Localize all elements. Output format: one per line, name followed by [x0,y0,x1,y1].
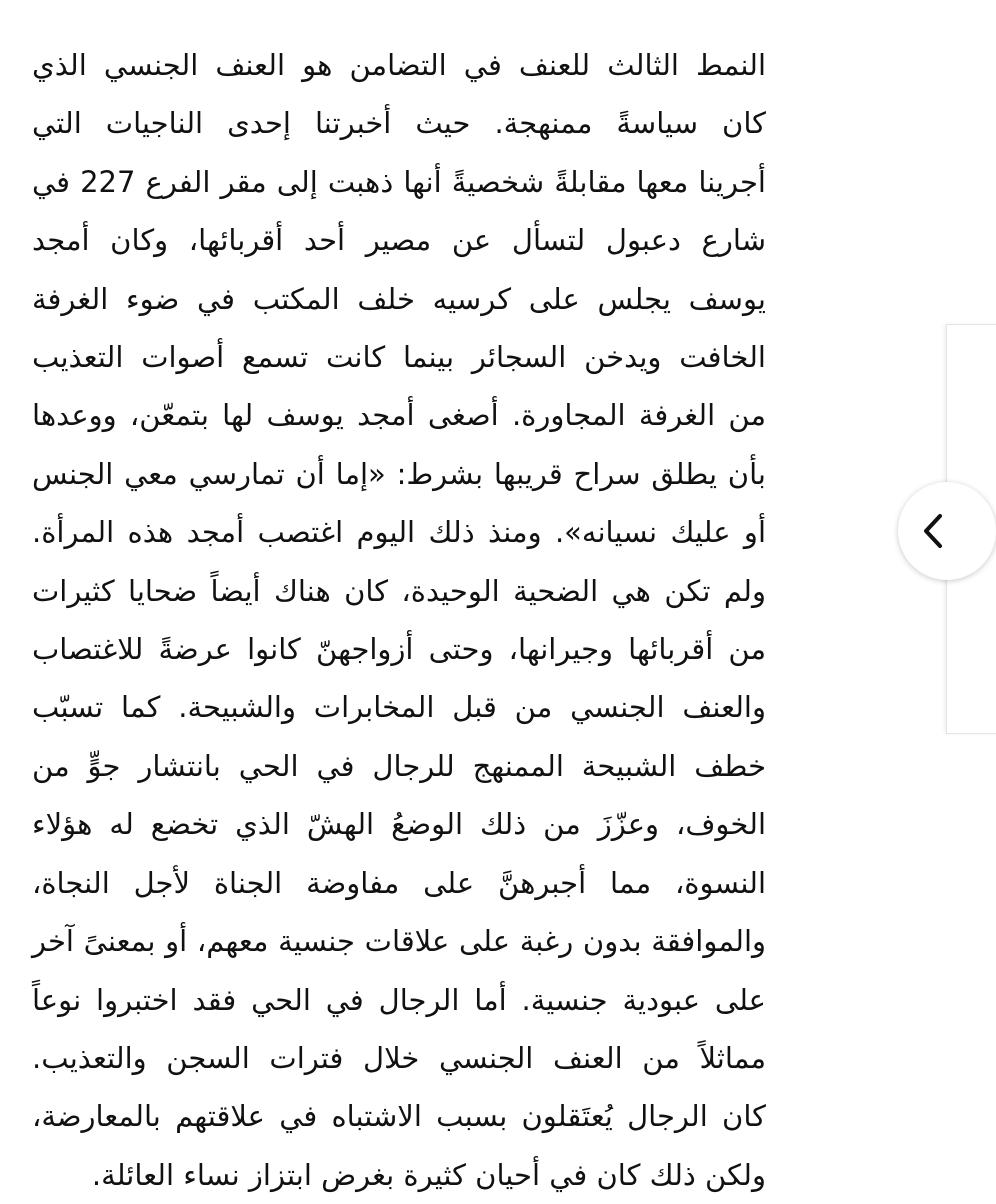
back-button[interactable] [898,482,996,580]
paragraph-line: على عبودية جنسية. أما الرجال في الحي فقد اختبروا نوعاً [32,982,766,1017]
paragraph-line-last: ولكن ذلك كان في أحيان كثيرة بغرض ابتزاز نساء العائلة. [91,1157,766,1192]
paragraph-line: من الغرفة المجاورة. أصغى أمجد يوسف لها بتمعّن، ووعدها [32,398,766,433]
paragraph-line: من أقربائها وجيرانها، وحتى أزواجهنّ كانوا عرضةً للاغتصاب [32,632,766,667]
paragraph-line: أو عليك نسيانه». ومنذ ذلك اليوم اغتصب أمجد هذه المرأة. [32,515,766,550]
paragraph-line: النمط الثالث للعنف في التضامن هو العنف الجنسي الذي [32,48,766,82]
paragraph-line: أجرينا معها مقابلةً شخصيةً أنها ذهبت إلى مقر الفرع 227 في [32,164,766,199]
paragraph-line: بأن يطلق سراح قريبها بشرط: «إما أن تمارسي معي الجنس [32,456,766,491]
paragraph-line: الخوف، وعزّزَ من ذلك الوضعُ الهشّ الذي تخضع له هؤلاء [32,807,766,842]
paragraph-line: شارع دعبول لتسأل عن مصير أحد أقربائها، وكان أمجد [32,223,766,258]
paragraph-line: خطف الشبيحة الممنهج للرجال في الحي بانتشار جوٍّ من [32,748,766,783]
paragraph-line: والموافقة بدون رغبة على علاقات جنسية معهم، أو بمعنىً آخر [32,924,766,959]
paragraph-line: كان سياسةً ممنهجة. حيث أخبرتنا إحدى الناجيات التي [32,106,766,141]
article-body [32,36,766,1204]
paragraph-line: النسوة، مما أجبرهنَّ على مفاوضة الجناة لأجل النجاة، [32,865,766,900]
paragraph-line: والعنف الجنسي من قبل المخابرات والشبيحة. كما تسبّب [32,690,766,725]
paragraph-line: الخافت ويدخن السجائر بينما كانت تسمع أصوات التعذيب [32,340,766,375]
paragraph-line: مماثلاً من العنف الجنسي خلال فترات السجن والتعذيب. [32,1040,766,1075]
chevron-left-icon [922,513,944,549]
paragraph-line: كان الرجال يُعتَقلون بسبب الاشتباه في علاقتهم بالمعارضة، [32,1099,766,1134]
paragraph-line: يوسف يجلس على كرسيه خلف المكتب في ضوء الغرفة [32,281,766,316]
paragraph-line: ولم تكن هي الضحية الوحيدة، كان هناك أيضاً ضحايا كثيرات [32,573,766,608]
